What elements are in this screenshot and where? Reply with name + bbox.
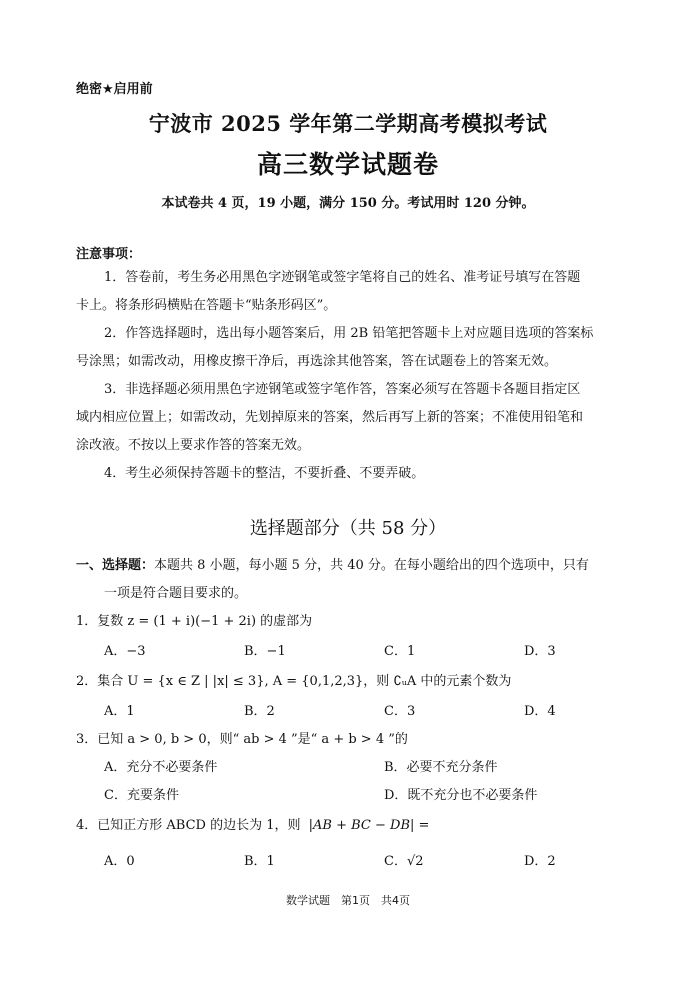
option-a: A．1 [104, 704, 135, 719]
paper-title: 高三数学试题卷 [256, 150, 439, 179]
option-d: D．3 [524, 644, 556, 659]
notice-line: 1．答卷前，考生务必用黑色字迹钢笔或签字笔将自己的姓名、准考证号填写在答题 [104, 270, 581, 285]
exam-intro: 本试卷共 4 页，19 小题，满分 150 分。考试用时 120 分钟。 [161, 196, 535, 211]
notice-line: 2．作答选择题时，选出每小题答案后，用 2B 铅笔把答题卡上对应题目选项的答案标 [104, 326, 594, 341]
part-description: 本题共 8 小题，每小题 5 分，共 40 分。在每小题给出的四个选项中，只有 [154, 558, 589, 573]
exam-title: 宁波市 2025 学年第二学期高考模拟考试 [148, 111, 548, 136]
page-footer: 数学试题 第1页 共4页 [286, 894, 410, 907]
question-stem: 4．已知正方形 ABCD 的边长为 1，则 [76, 818, 301, 833]
notice-line: 3．非选择题必须用黑色字迹钢笔或签字笔作答，答案必须写在答题卡各题目指定区 [104, 382, 581, 397]
option-b: B．−1 [244, 644, 286, 659]
section-title: 选择题部分（共 58 分） [249, 518, 447, 539]
option-d: D．既不充分也不必要条件 [384, 788, 538, 803]
option-b: B．2 [244, 704, 275, 719]
option-d: D．2 [524, 854, 556, 869]
option-a: A．0 [104, 854, 135, 869]
option-c: C．充要条件 [104, 788, 179, 803]
question-stem: 3．已知 a > 0, b > 0，则“ ab > 4 ”是“ a + b > 4 ”的 [76, 732, 408, 747]
notice-line: 涂改液。不按以上要求作答的答案无效。 [76, 438, 311, 453]
option-c: C．3 [384, 704, 416, 719]
question-stem: 2．集合 U = {x ∈ Z | |x| ≤ 3}, A = {0,1,2,3}，则 ∁ᵤA 中的元素个数为 [76, 674, 512, 689]
option-a: A．−3 [104, 644, 146, 659]
notice-line: 4．考生必须保持答题卡的整洁，不要折叠、不要弄破。 [104, 466, 425, 481]
notice-line: 域内相应位置上；如需改动，先划掉原来的答案，然后再写上新的答案；不准使用铅笔和 [76, 410, 584, 425]
notice-heading: 注意事项： [76, 247, 142, 262]
option-c: C．1 [384, 644, 416, 659]
part-description: 一项是符合题目要求的。 [104, 586, 248, 601]
notice-line: 卡上。将条形码横贴在答题卡“贴条形码区”。 [76, 298, 337, 313]
option-b: B．必要不充分条件 [384, 760, 498, 775]
part-label: 一、选择题： [76, 558, 155, 573]
notice-line: 号涂黑；如需改动，用橡皮擦干净后，再选涂其他答案，答在试题卷上的答案无效。 [76, 354, 558, 369]
confidential-label: 绝密★启用前 [76, 82, 153, 97]
option-c: C．√2 [384, 854, 424, 869]
option-a: A．充分不必要条件 [104, 760, 218, 775]
option-b: B．1 [244, 854, 275, 869]
option-d: D．4 [524, 704, 556, 719]
vector-expression: |AB + BC − DB| = [308, 818, 430, 833]
question-stem: 1．复数 z = (1 + i)(−1 + 2i) 的虚部为 [76, 614, 313, 629]
